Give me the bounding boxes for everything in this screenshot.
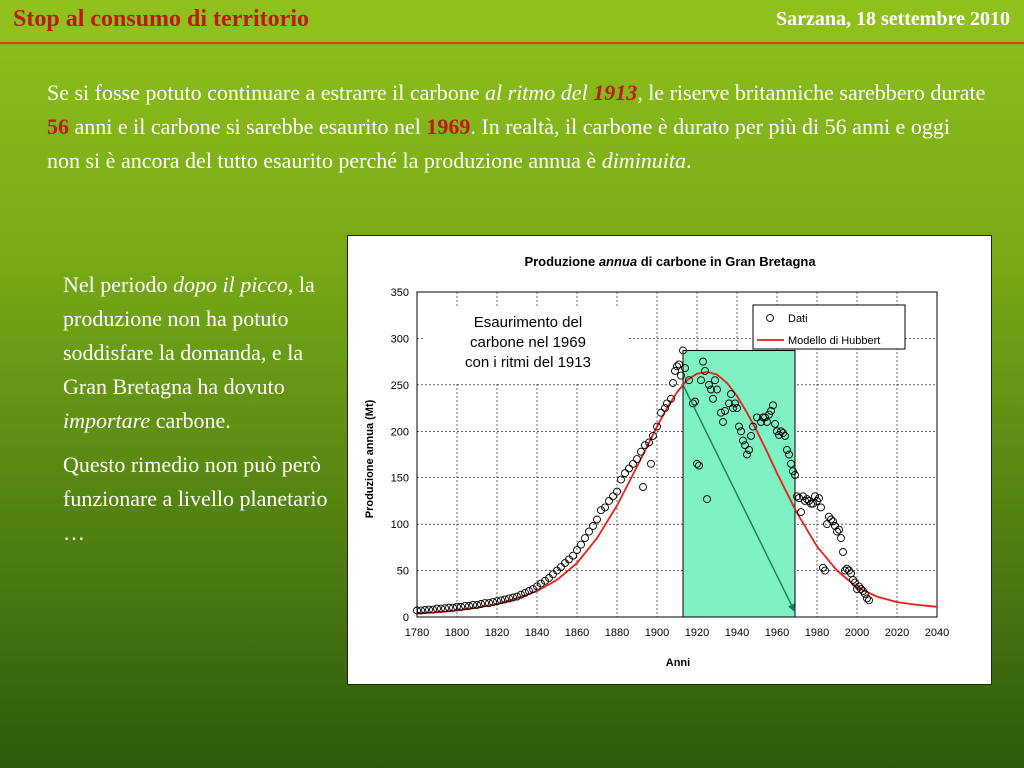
y-tick-label: 50 — [396, 565, 409, 578]
intro-text: Se si fosse potuto continuare a estrarre il carbone — [47, 80, 486, 105]
annotation-line: Esaurimento del — [473, 314, 583, 331]
x-tick-label: 1800 — [444, 627, 470, 639]
y-tick-label: 250 — [390, 379, 409, 392]
legend-label-model: Modello di Hubbert — [788, 335, 881, 347]
side-text — [63, 268, 333, 560]
side-paragraph-1 — [63, 268, 333, 438]
intro-text: anni e il carbone si sarebbe esaurito nel — [69, 114, 427, 139]
intro-year-1969: 1969 — [426, 114, 471, 139]
chart-title: Produzione annua di carbone in Gran Bretagna — [524, 254, 816, 269]
annotation-line: con i ritmi del 1913 — [465, 354, 591, 371]
slide-title: Stop al consumo di territorio — [13, 6, 309, 32]
side-text-run: , la produzione non ha potuto soddisfare la domanda, e la Gran Bretagna ha dovuto — [63, 272, 315, 399]
y-tick-label: 150 — [390, 472, 409, 485]
side-italic: importare — [63, 408, 151, 433]
y-tick-label: 200 — [390, 426, 409, 439]
coal-production-chart — [348, 236, 991, 684]
x-tick-label: 2020 — [884, 627, 910, 639]
side-paragraph-2: Questo rimedio non può però funzionare a livello planetario … — [63, 452, 328, 545]
x-tick-label: 1920 — [684, 627, 710, 639]
intro-text: . — [686, 148, 692, 173]
x-tick-label: 2040 — [924, 627, 950, 639]
chart-panel — [347, 235, 992, 685]
x-tick-label: 1960 — [764, 627, 790, 639]
intro-year-1913: 1913 — [593, 80, 638, 105]
intro-paragraph — [47, 76, 987, 178]
x-tick-label: 2000 — [844, 627, 870, 639]
x-tick-label: 1940 — [724, 627, 750, 639]
x-tick-label: 1900 — [644, 627, 670, 639]
slide-date: Sarzana, 18 settembre 2010 — [775, 8, 1010, 30]
x-tick-label: 1780 — [404, 627, 430, 639]
intro-italic: diminuita — [601, 148, 687, 173]
intro-italic: al ritmo del — [485, 80, 594, 105]
x-tick-label: 1840 — [524, 627, 550, 639]
y-tick-label: 100 — [390, 519, 409, 532]
x-tick-label: 1860 — [564, 627, 590, 639]
annotation-line: carbone nel 1969 — [470, 334, 586, 351]
intro-years-56: 56 — [47, 114, 69, 139]
y-tick-label: 300 — [390, 333, 409, 346]
side-italic: dopo il picco — [172, 272, 288, 297]
intro-text: , le riserve britanniche sarebbero durate — [637, 80, 986, 105]
y-axis-label: Produzione annua (Mt) — [364, 399, 376, 519]
side-text-run: carbone. — [150, 408, 231, 433]
x-tick-label: 1980 — [804, 627, 830, 639]
x-tick-label: 1880 — [604, 627, 630, 639]
x-axis-label: Anni — [665, 657, 691, 669]
side-text-run: Nel periodo — [63, 272, 173, 297]
y-tick-label: 350 — [390, 287, 409, 299]
header-bar — [0, 0, 1024, 44]
x-tick-label: 1820 — [484, 627, 510, 639]
intro-text: . In realtà, il carbone è durato per più di 56 anni e oggi non si è ancora del tutto esaurito perché la produzione annua è — [47, 114, 950, 173]
legend-label-dati: Dati — [788, 313, 808, 325]
y-tick-label: 0 — [402, 612, 409, 624]
